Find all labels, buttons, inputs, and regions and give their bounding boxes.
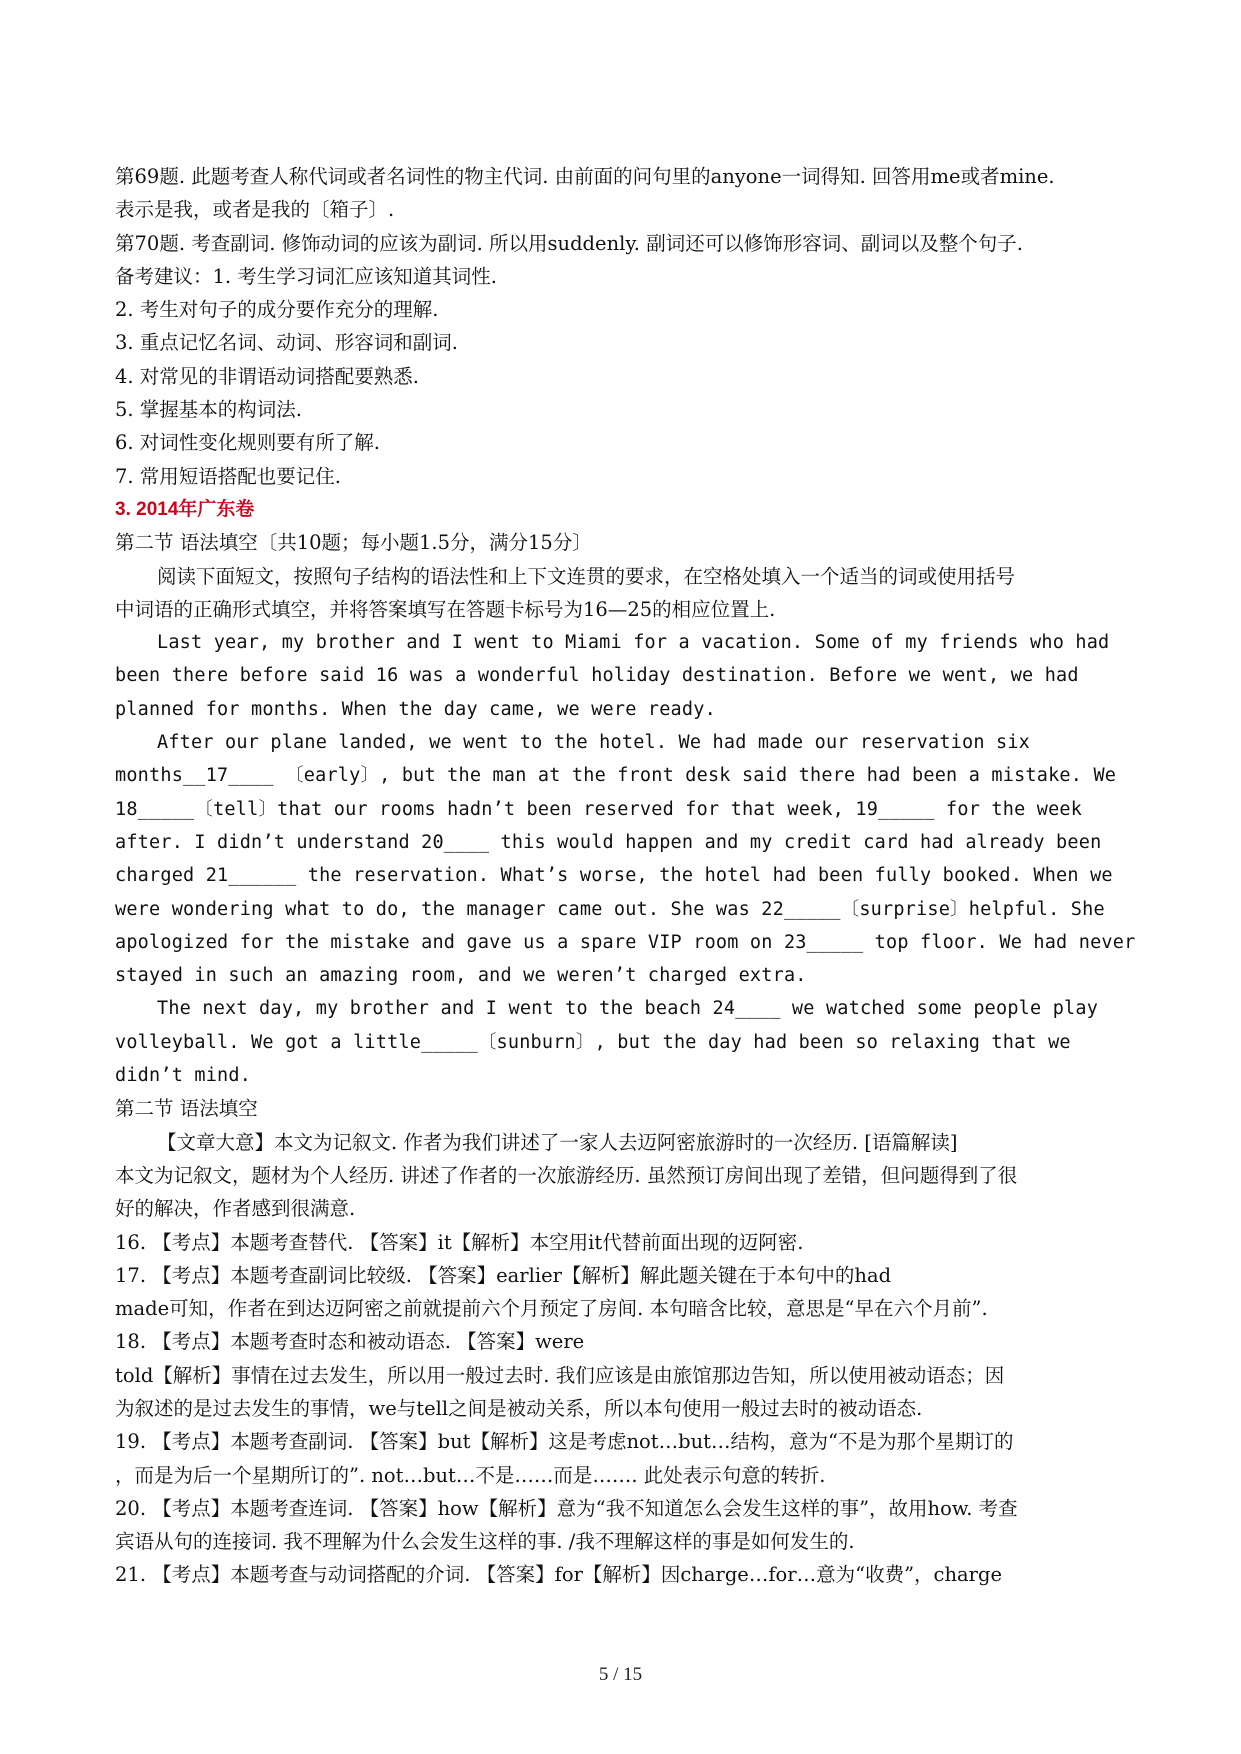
list-item: 7. 常用短语搭配也要记住. <box>115 464 342 488</box>
passage-line: after. I didn’t understand 20____ this would happen and my credit card had already been <box>115 831 1102 853</box>
answer-line: 21. 【考点】本题考查与动词搭配的介词. 【答案】for【解析】因charge…for…意为“收费”，charge <box>115 1563 1003 1587</box>
passage-line: apologized for the mistake and gave us a spare VIP room on 23_____ top floor. We had never <box>115 931 1136 953</box>
list-item: 3. 重点记忆名词、动词、形容词和副词. <box>115 331 459 355</box>
instruction-line: 阅读下面短文，按照句子结构的语法性和上下文连贯的要求，在空格处填入一个适当的词或使用括号 <box>157 564 1016 588</box>
list-item: 4. 对常见的非谓语动词搭配要熟悉. <box>115 364 420 388</box>
answer-line: 19. 【考点】本题考查副词. 【答案】but【解析】这是考虑not…but…结构，意为“不是为那个星期订的 <box>115 1430 1014 1454</box>
text-line: 本文为记叙文，题材为个人经历. 讲述了作者的一次旅游经历. 虽然预订房间出现了差错，但问题得到了很 <box>115 1163 1018 1187</box>
document-body <box>115 160 1136 1592</box>
passage-line: didn’t mind. <box>115 1065 252 1087</box>
passage-line: months__17____ 〔early〕, but the man at the front desk said there had been a mistake. We <box>115 765 1117 787</box>
answer-line: ，而是为后一个星期所订的”. not…but…不是……而是……. 此处表示句意的转折. <box>115 1463 826 1487</box>
page-number: 5 / 15 <box>598 1664 643 1685</box>
passage-line: were wondering what to do, the manager came out. She was 22_____〔surprise〕helpful. She <box>115 898 1105 920</box>
text-line: 好的解决，作者感到很满意. <box>115 1197 356 1221</box>
list-item: 5. 掌握基本的构词法. <box>115 398 303 422</box>
passage-line: The next day, my brother and I went to the beach 24____ we watched some people play <box>157 998 1099 1020</box>
text-line: 【文章大意】本文为记叙文. 作者为我们讲述了一家人去迈阿密旅游时的一次经历. [语篇解读] <box>157 1130 958 1154</box>
section-subheading: 第二节 语法填空 <box>115 1097 258 1121</box>
passage-line: stayed in such an amazing room, and we weren’t charged extra. <box>115 965 807 987</box>
answer-line: 17. 【考点】本题考查副词比较级. 【答案】earlier【解析】解此题关键在于本句中的had <box>115 1263 892 1287</box>
text-line: 表示是我，或者是我的〔箱子〕. <box>115 198 395 222</box>
passage-line: been there before said 16 was a wonderful holiday destination. Before we went, we had <box>115 665 1079 687</box>
text-line: 第70题. 考查副词. 修饰动词的应该为副词. 所以用suddenly. 副词还可以修饰形容词、副词以及整个句子. <box>115 231 1023 255</box>
instruction-line: 中词语的正确形式填空，并将答案填写在答题卡标号为16—25的相应位置上. <box>115 597 776 621</box>
answer-line: 18. 【考点】本题考查时态和被动语态. 【答案】were <box>115 1330 585 1354</box>
answer-line: told【解析】事情在过去发生，所以用一般过去时. 我们应该是由旅馆那边告知，所以使用被动语态；因 <box>115 1363 1005 1387</box>
section-heading: 3. 2014年广东卷 <box>115 498 255 520</box>
passage-line: Last year, my brother and I went to Miami for a vacation. Some of my friends who had <box>157 632 1110 654</box>
passage-line: planned for months. When the day came, we were ready. <box>115 698 716 720</box>
list-item: 2. 考生对句子的成分要作充分的理解. <box>115 298 439 322</box>
passage-line: volleyball. We got a little_____〔sunburn〕, but the day had been so relaxing that we <box>115 1031 1071 1053</box>
passage-line: charged 21______ the reservation. What’s worse, the hotel had been fully booked. When we <box>115 865 1113 887</box>
answer-line: 16. 【考点】本题考查替代. 【答案】it【解析】本空用it代替前面出现的迈阿密. <box>115 1230 804 1254</box>
list-item: 6. 对词性变化规则要有所了解. <box>115 431 381 455</box>
answer-line: made可知，作者在到达迈阿密之前就提前六个月预定了房间. 本句暗含比较，意思是“早在六个月前”. <box>115 1297 988 1321</box>
answer-line: 20. 【考点】本题考查连词. 【答案】how【解析】意为“我不知道怎么会发生这样的事”，故用how. 考查 <box>115 1496 1018 1520</box>
text-line: 第69题. 此题考查人称代词或者名词性的物主代词. 由前面的问句里的anyone一词得知. 回答用me或者mine. <box>115 165 1055 188</box>
answer-line: 为叙述的是过去发生的事情，we与tell之间是被动关系，所以本句使用一般过去时的被动语态. <box>115 1396 923 1420</box>
passage-line: After our plane landed, we went to the hotel. We had made our reservation six <box>157 732 1031 754</box>
passage-line: 18_____〔tell〕that our rooms hadn’t been reserved for that week, 19_____ for the week <box>115 798 1083 820</box>
text-line: 备考建议：1. 考生学习词汇应该知道其词性. <box>115 264 498 288</box>
answer-line: 宾语从句的连接词. 我不理解为什么会发生这样的事. /我不理解这样的事是如何发生的. <box>115 1530 855 1554</box>
section-subheading: 第二节 语法填空〔共10题；每小题1.5分，满分15分〕 <box>115 531 592 555</box>
